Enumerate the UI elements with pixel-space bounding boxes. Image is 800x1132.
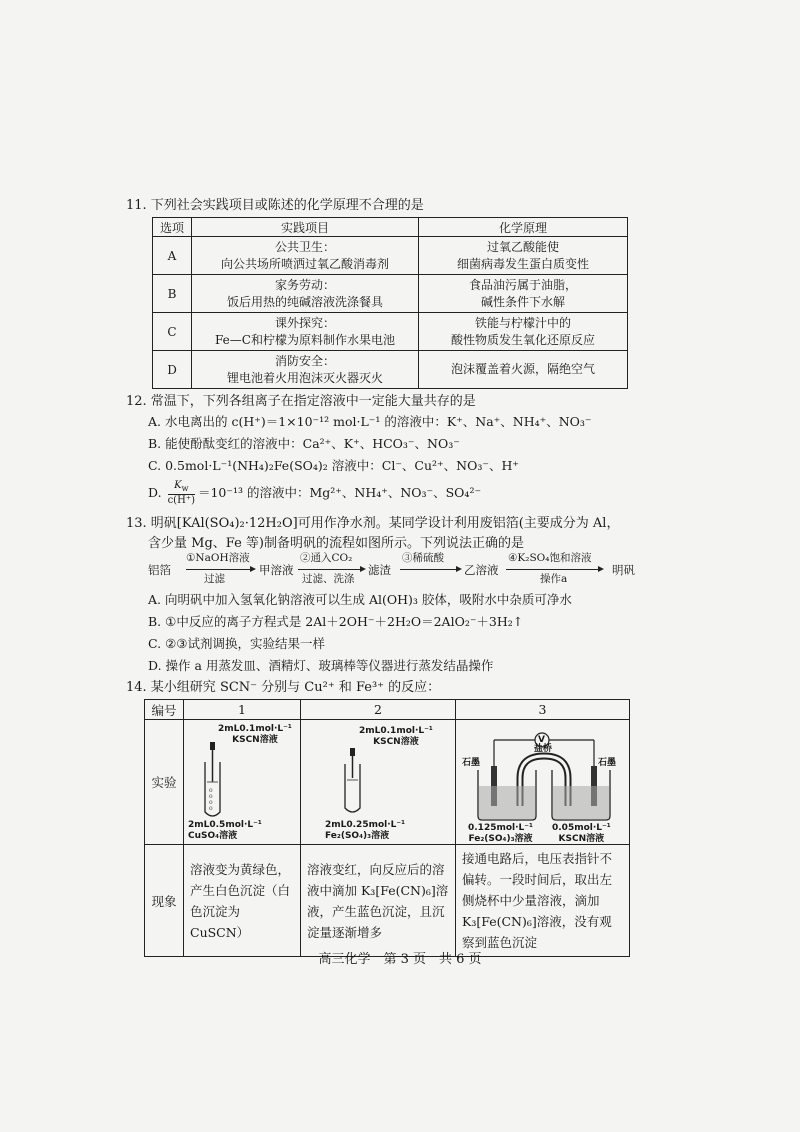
- q14-header-label: 编号: [145, 700, 184, 720]
- practice-line2: 向公共场所喷洒过氧乙酸消毒剂: [220, 256, 389, 271]
- svg-text:o: o: [209, 799, 213, 806]
- q12-option-c: C. 0.5mol·L⁻¹(NH₄)₂Fe(SO₄)₂ 溶液中：Cl⁻、Cu²⁺、NO₃⁻、H⁺: [148, 458, 519, 473]
- principle-line2: 碱性条件下水解: [480, 294, 565, 309]
- exp1-top-reagent: KSCN溶液: [232, 735, 278, 745]
- experiment-3-cell: [456, 720, 630, 845]
- q12-option-d: [148, 480, 481, 506]
- fraction-numerator-sub: w: [181, 484, 189, 493]
- fraction-numerator: K: [174, 480, 182, 491]
- left-beaker-label: [468, 823, 533, 845]
- principle-line2: 细菌病毒发生蛋白质变性: [456, 256, 589, 271]
- experiment-2-cell: [301, 720, 456, 845]
- exp2-bottom-reagent: Fe₂(SO₄)₃溶液: [325, 831, 390, 841]
- flow-arrow2-head: [360, 566, 366, 572]
- flow-node-solution-b: 乙溶液: [464, 563, 499, 577]
- flow-node-alum: 明矾: [612, 563, 635, 577]
- q13-option-c: C. ②③试剂调换，实验结果一样: [148, 636, 325, 651]
- flow-arrow4-head: [598, 566, 604, 572]
- practice-line1: 消防安全：: [274, 353, 335, 368]
- left-beaker-reagent: Fe₂(SO₄)₃溶液: [468, 834, 533, 844]
- kw-fraction: [168, 480, 195, 506]
- left-beaker-concentration: 0.125mol·L⁻¹: [468, 823, 533, 833]
- flow-arrow2-top: ②通入CO₂: [300, 552, 353, 564]
- q11-row-a: [153, 237, 628, 275]
- experiment-1-cell: [184, 720, 301, 845]
- practice-line2: 锂电池着火用泡沫灭火器灭火: [226, 370, 383, 385]
- exp2-bottom-label: [325, 820, 405, 842]
- fraction-denominator: c(H⁺): [167, 495, 195, 506]
- phenomenon-2: 溶液变红，向反应后的溶液中滴加 K₃[Fe(CN)₆]溶液，产生蓝色沉淀，且沉淀量逐渐增多: [301, 845, 456, 957]
- svg-text:o: o: [209, 805, 213, 812]
- flow-arrow3-head: [456, 566, 462, 572]
- q14-phenomenon-label: 现象: [145, 845, 184, 957]
- solution-right: [553, 786, 609, 819]
- q14-header-3: 3: [456, 700, 630, 720]
- principle-line1: 食品油污属于油脂，: [468, 277, 577, 292]
- flow-arrow1-bottom: 过滤: [204, 573, 225, 585]
- q11-header-practice: 实践项目: [192, 218, 419, 237]
- voltmeter-label: V: [538, 735, 545, 745]
- q11-header-principle: 化学原理: [419, 218, 628, 237]
- page-footer: 高三化学 第 3 页 共 6 页: [318, 952, 482, 967]
- exp1-bottom-label: [188, 820, 262, 842]
- q13-stem-line2: 含少量 Mg、Fe 等)制备明矾的流程如图所示。下列说法正确的是: [148, 536, 524, 551]
- flow-arrow2-bottom: 过滤、洗涤: [302, 573, 355, 585]
- exp2-top-concentration: 2mL0.1mol·L⁻¹: [359, 726, 433, 736]
- exp2-top-reagent: KSCN溶液: [373, 737, 419, 747]
- flow-arrow1-top: ①NaOH溶液: [186, 552, 250, 564]
- right-beaker-concentration: 0.05mol·L⁻¹: [552, 823, 611, 833]
- q11-stem: 11. 下列社会实践项目或陈述的化学原理不合理的是: [126, 198, 424, 213]
- dropper-bulb: [210, 742, 215, 750]
- flow-node-aluminum-foil: 铝箔: [148, 563, 171, 577]
- q13-flow-chart: [0, 552, 800, 588]
- q11-row-b: [153, 275, 628, 313]
- svg-text:o: o: [209, 793, 213, 800]
- flow-arrow3: [400, 569, 456, 570]
- q12-stem: 12. 常温下，下列各组离子在指定溶液中一定能大量共存的是: [126, 394, 476, 409]
- option-label: C: [153, 313, 192, 351]
- q14-header-1: 1: [184, 700, 301, 720]
- flow-arrow4-top: ④K₂SO₄饱和溶液: [508, 552, 592, 564]
- salt-bridge-label: 盐桥: [534, 744, 553, 754]
- flow-node-solution-a: 甲溶液: [259, 563, 294, 577]
- flow-arrow3-top: ③稀硫酸: [402, 552, 444, 564]
- phenomenon-1: 溶液变为黄绿色，产生白色沉淀（白色沉淀为 CuSCN）: [184, 845, 301, 957]
- practice-line2: 饭后用热的纯碱溶液洗涤餐具: [226, 294, 383, 309]
- q13-option-b: B. ①中反应的离子方程式是 2Al＋2OH⁻＋2H₂O＝2AlO₂⁻＋3H₂↑: [148, 614, 524, 629]
- q13-stem-line1: 13. 明矾[KAl(SO₄)₂·12H₂O]可用作净水剂。某同学设计利用废铝箔(主要成分为 Al，: [126, 516, 620, 531]
- option-label: A: [153, 237, 192, 275]
- practice-line1: 家务劳动：: [274, 277, 335, 292]
- exp2-bottom-concentration: 2mL0.25mol·L⁻¹: [325, 820, 406, 830]
- right-electrode-label: 石墨: [598, 758, 617, 768]
- q13-option-a: A. 向明矾中加入氢氧化钠溶液可以生成 Al(OH)₃ 胶体，吸附水中杂质可净水: [148, 592, 572, 607]
- svg-text:o: o: [209, 787, 213, 794]
- option-d-prefix: D.: [148, 485, 162, 500]
- q11-row-d: [153, 351, 628, 389]
- practice-line2: Fe—C和柠檬为原料制作水果电池: [215, 332, 395, 347]
- principle-line2: 酸性物质发生氧化还原反应: [450, 332, 595, 347]
- phenomenon-3: 接通电路后，电压表指针不偏转。一段时间后，取出左侧烧杯中少量溶液，滴加 K₃[Fe(CN)₆]溶液，没有观察到蓝色沉淀: [456, 845, 630, 957]
- q14-stem: 14. 某小组研究 SCN⁻ 分别与 Cu²⁺ 和 Fe³⁺ 的反应：: [126, 680, 441, 695]
- q14-table: [144, 699, 630, 957]
- exp1-top-concentration: 2mL0.1mol·L⁻¹: [218, 724, 292, 734]
- q12-option-b: B. 能使酚酞变红的溶液中：Ca²⁺、K⁺、HCO₃⁻、NO₃⁻: [148, 436, 460, 451]
- principle-line1: 过氧乙酸能使: [486, 239, 559, 254]
- exp1-bottom-reagent: CuSO₄溶液: [188, 831, 238, 841]
- q14-experiment-label: 实验: [145, 720, 184, 845]
- practice-line1: 公共卫生：: [274, 239, 335, 254]
- q12-option-a: A. 水电离出的 c(H⁺)＝1×10⁻¹² mol·L⁻¹ 的溶液中：K⁺、Na⁺、NH₄⁺、NO₃⁻: [148, 414, 592, 429]
- q11-row-c: [153, 313, 628, 351]
- flow-arrow4-bottom: 操作a: [540, 573, 568, 585]
- right-beaker-reagent: KSCN溶液: [558, 834, 605, 844]
- q13-option-d: D. 操作 a 用蒸发皿、酒精灯、玻璃棒等仪器进行蒸发结晶操作: [148, 658, 494, 673]
- flow-arrow1: [186, 569, 250, 570]
- option-label: D: [153, 351, 192, 389]
- principle-line1: 铁能与柠檬汁中的: [474, 315, 571, 330]
- practice-line1: 课外探究：: [274, 315, 335, 330]
- solution-left: [479, 786, 535, 819]
- q11-table: [152, 217, 628, 389]
- q11-header-option: 选项: [153, 218, 192, 237]
- option-label: B: [153, 275, 192, 313]
- exp1-bottom-concentration: 2mL0.5mol·L⁻¹: [188, 820, 262, 830]
- q14-header-2: 2: [301, 700, 456, 720]
- principle-line1: 泡沫覆盖着火源，隔绝空气: [450, 362, 595, 376]
- option-d-rest: ＝10⁻¹³ 的溶液中：Mg²⁺、NH₄⁺、NO₃⁻、SO₄²⁻: [197, 485, 482, 500]
- flow-arrow1-head: [250, 566, 256, 572]
- dropper-bulb: [350, 748, 355, 756]
- flow-arrow2: [298, 569, 360, 570]
- flow-arrow4: [506, 569, 598, 570]
- flow-node-residue: 滤渣: [368, 563, 391, 577]
- left-electrode-label: 石墨: [462, 758, 481, 768]
- right-beaker-label: [552, 823, 611, 845]
